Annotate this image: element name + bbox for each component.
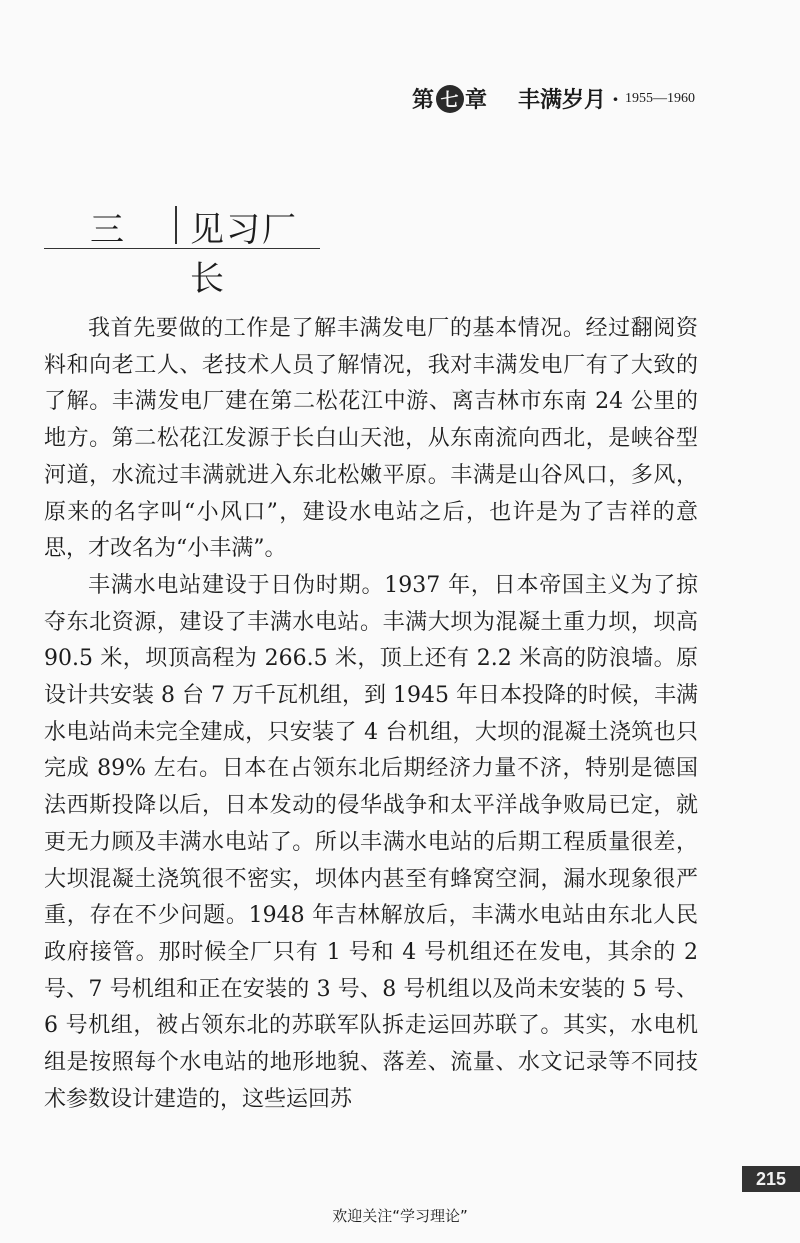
section-title: 见习厂长 [190,210,298,299]
chapter-char-1: 第 [411,87,435,113]
paragraph-2: 丰满水电站建设于日伪时期。1937 年，日本帝国主义为了掠夺东北资源，建设了丰满水电站。丰满大坝为混凝土重力坝，坝高 90.5 米，坝顶高程为 266.5 米，顶上还有 2.2 米高的防浪墙。原设计共安装 8 台 7 万千瓦机组，到 1945 年日本投降的时候，丰满水电站尚未完全建成，只安装了 4 台机组，大坝的混凝土浇筑也只完成 89% 左右。日本在占领东北后期经济力量不济，特别是德国法西斯投降以后，日本发动的侵华战争和太平洋战争败局已定，就更无力顾及丰满水电站了。所以丰满水电站的后期工程质量很差，大坝混凝土浇筑很不密实，坝体内甚至有蜂窝空洞，漏水现象很严重，存在不少问题。1948 年吉林解放后，丰满水电站由东北人民政府接管。那时候全厂只有 1 号和 4 号机组还在发电，其余的 2 号、7 号机组和正在安装的 3 号、8 号机组以及尚未安装的 5 号、6 号机组，被占领东北的苏联军队拆走运回苏联了。其实，水电机组是按照每个水电站的地形地貌、落差、流量、水文记录等不同技术参数设计建造的，这些运回苏 [44,572,698,1112]
chapter-badge [410,84,490,114]
section-number: 三 [90,210,124,250]
running-header [410,83,695,114]
header-separator-dot: · [612,86,619,111]
page-number: 215 [742,1166,800,1192]
chapter-years: 1955—1960 [625,90,695,106]
footer-note: 欢迎关注“学习理论” [332,1207,468,1225]
chapter-number-circle: 七 [436,85,464,113]
section-heading [44,200,320,299]
paragraph-1: 我首先要做的工作是了解丰满发电厂的基本情况。经过翻阅资料和向老工人、老技术人员了解情况，我对丰满发电厂有了大致的了解。丰满发电厂建在第二松花江中游、离吉林市东南 24 公里的地方。第二松花江发源于长白山天池，从东南流向西北，是峡谷型河道，水流过丰满就进入东北松嫩平原。丰满是山谷风口，多风，原来的名字叫“小风口”，建设水电站之后，也许是为了吉祥的意思，才改名为“小丰满”。 [44,316,698,562]
section-divider [175,206,177,244]
chapter-char-3: 章 [465,87,489,113]
chapter-title: 丰满岁月 [518,87,607,113]
body-text [44,311,698,1118]
